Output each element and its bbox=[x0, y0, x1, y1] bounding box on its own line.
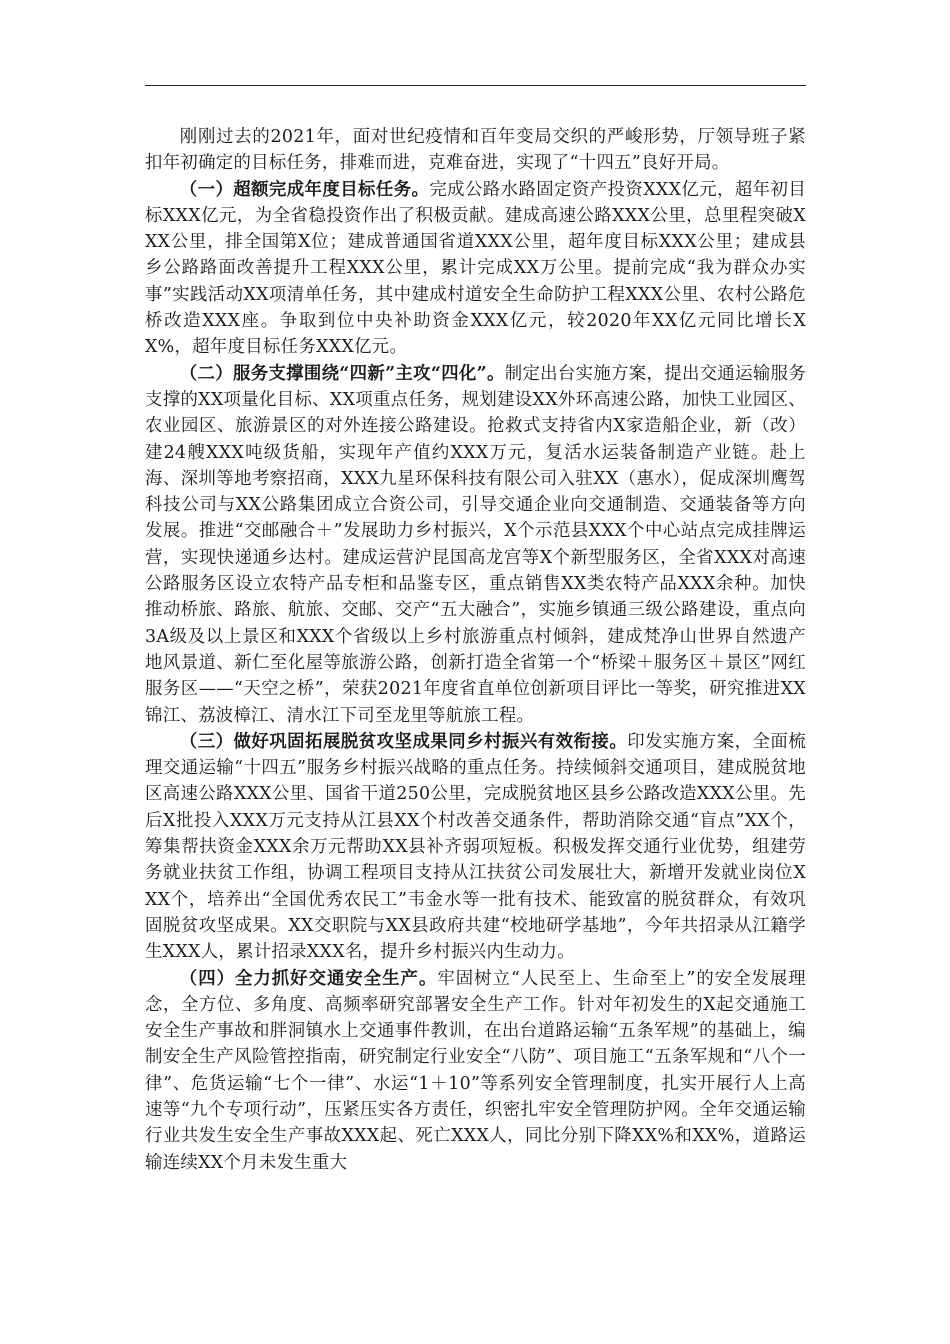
paragraph-section-1 bbox=[145, 177, 806, 361]
section-heading: （四）全力抓好交通安全生产。 bbox=[179, 968, 438, 989]
paragraph-section-2 bbox=[145, 361, 806, 729]
paragraph-body: 牢固树立“人民至上、生命至上”的安全发展理念，全方位、多角度、高频率研究部署安全生产工作。针对年初发生的X起交通施工安全生产事故和胖洞镇水上交通事件教训，在出台道路运输“五条军规”的基础上，编制安全生产风险管控指南，研究制定行业安全“八防”、项目施工“五条军规和“八个一律”、危货运输“七个一律”、水运“1＋10”等系列安全管理制度，扎实开展行人上高速等“九个专项行动”，压紧压实各方责任，织密扎牢安全管理防护网。全年交通运输行业共发生安全生产事故XXX起、死亡XXX人，同比分别下降XX%和XX%，道路运输连续XX个月未发生重大 bbox=[145, 968, 806, 1173]
section-heading: （三）做好巩固拓展脱贫攻坚成果同乡村振兴有效衔接。 bbox=[179, 731, 628, 752]
paragraph-intro bbox=[145, 124, 806, 177]
paragraph-body: 印发实施方案，全面梳理交通运输“十四五”服务乡村振兴战略的重点任务。持续倾斜交通项目，建成脱贫地区高速公路XXX公里、国省干道250公里，完成脱贫地区县乡公路改造XXX公里。先后X批投入XXX万元支持从江县XX个村改善交通条件，帮助消除交通“盲点”XX个，筹集帮扶资金XXX余万元帮助XX县补齐弱项短板。积极发挥交通行业优势，组建劳务就业扶贫工作组，协调工程项目支持从江扶贫公司发展壮大，新增开发就业岗位XXX个，培养出“全国优秀农民工”韦金水等一批有技术、能致富的脱贫群众，有效巩固脱贫攻坚成果。XX交职院与XX县政府共建“校地研学基地”，今年共招录从江籍学生XXX人，累计招录XXX名，提升乡村振兴内生动力。 bbox=[145, 731, 806, 963]
paragraph-body: 制定出台实施方案，提出交通运输服务支撑的XX项量化目标、XX项重点任务，规划建设XX外环高速公路，加快工业园区、农业园区、旅游景区的对外连接公路建设。抢救式支持省内X家造船企业，新（改）建24艘XXX吨级货船，实现年产值约XXX万元，复活水运装备制造产业链。赴上海、深圳等地考察招商，XXX九星环保科技有限公司入驻XX（惠水），促成深圳鹰驾科技公司与XX公路集团成立合资公司，引导交通企业向交通制造、交通装备等方向发展。推进“交邮融合＋”发展助力乡村振兴，X个示范县XXX个中心站点完成挂牌运营，实现快递通乡达村。建成运营沪昆国高龙宫等X个新型服务区，全省XXX对高速公路服务区设立农特产品专柜和品鉴专区，重点销售XX类农特产品XXX余种。加快推动桥旅、路旅、航旅、交邮、交产“五大融合”，实施乡镇通三级公路建设，重点向3A级及以上景区和XXX个省级以上乡村旅游重点村倾斜，建成梵净山世界自然遗产地风景道、新仁至化屋等旅游公路，创新打造全省第一个“桥梁＋服务区＋景区”网红服务区——“天空之桥”，荣获2021年度省直单位创新项目评比一等奖，研究推进XX锦江、荔波樟江、清水江下司至龙里等航旅工程。 bbox=[145, 363, 807, 726]
header-rule bbox=[145, 85, 806, 86]
paragraph-body: 完成公路水路固定资产投资XXX亿元，超年初目标XXX亿元，为全省稳投资作出了积极贡献。建成高速公路XXX公里，总里程突破XXX公里，排全国第X位；建成普通国省道XXX公里，超年度目标XXX公里；建成县乡公路路面改善提升工程XXX公里，累计完成XX万公里。提前完成“我为群众办实事”实践活动XX项清单任务，其中建成村道安全生命防护工程XXX公里、农村公路危桥改造XXX座。争取到位中央补助资金XXX亿元，较2020年XX亿元同比增长XX%，超年度目标任务XXX亿元。 bbox=[145, 179, 807, 358]
paragraph-section-4 bbox=[145, 966, 806, 1176]
section-heading: （二）服务支撑围绕“四新”主攻“四化”。 bbox=[179, 363, 505, 384]
section-heading: （一）超额完成年度目标任务。 bbox=[179, 179, 430, 200]
document-body bbox=[145, 124, 806, 1176]
paragraph-body: 刚刚过去的2021年，面对世纪疫情和百年变局交织的严峻形势，厅领导班子紧扣年初确定的目标任务，排难而进，克难奋进，实现了“十四五”良好开局。 bbox=[145, 127, 806, 174]
paragraph-section-3 bbox=[145, 729, 806, 966]
